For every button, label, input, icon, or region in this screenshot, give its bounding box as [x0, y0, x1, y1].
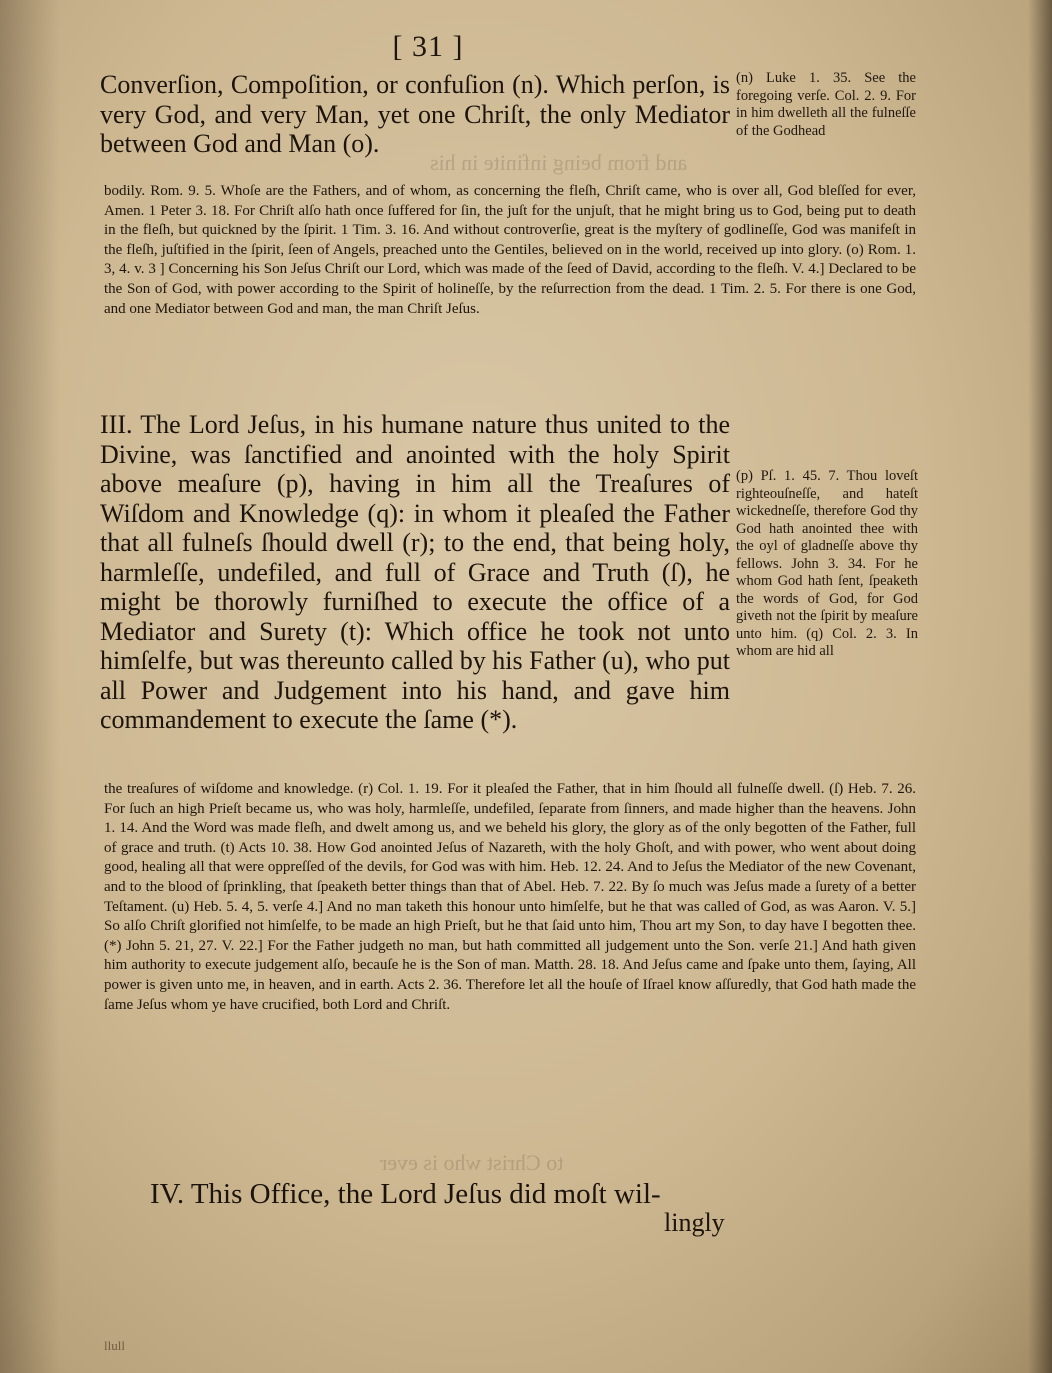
binding-shadow	[0, 0, 60, 1373]
catchword: lingly	[664, 1208, 725, 1237]
section-heading-line: IV. This Office, the Lord Jeſus did moſt wil-	[150, 1178, 661, 1210]
main-text-paragraph: III. The Lord Jeſus, in his humane nature thus united to the Divine, was ſanctified and anointed with the holy Spirit above meaſure (p), having in him all the Treaſures of Wiſdom and Knowledge (q): in whom it pleaſed the Father that all fulneſs ſhould dwell (r); to the end, that being holy, harmleſſe, undefiled, and full of Grace and Truth (ſ), he might be thorowly furniſhed to execute the office of a Mediator and Surety (t): Which office he took not unto himſelfe, but was thereunto called by his Father (u), who put all Power and Judgement into his hand, and gave him commandement to execute the ſame (*).	[100, 410, 730, 734]
footnote-block: the treaſures of wiſdome and knowledge. (r) Col. 1. 19. For it pleaſed the Father, that in him ſhould all fulneſſe dwell. (ſ) Heb. 7. 26. For ſuch an high Prieſt became us, who was holy, harmleſſe, undefiled, ſeparate from ſinners, and made higher than the heavens. John 1. 14. And the Word was made fleſh, and dwelt among us, and we beheld his glory, the glory as of the only begotten of the Father, full of grace and truth. (t) Acts 10. 38. How God anointed Jeſus of Nazareth, with the holy Ghoſt, and with power, who went about doing good, healing all that were oppreſſed of the devils, for God was with him. Heb. 12. 24. And to Jeſus the Mediator of the new Covenant, and to the blood of ſprinkling, that ſpeaketh better things than that of Abel. Heb. 7. 22. By ſo much was Jeſus made a ſurety of a better Teſtament. (u) Heb. 5. 4, 5. verſe 4.] And no man taketh this honour unto himſelfe, but he that was called of God, as was Aaron. V. 5.] So alſo Chriſt glorified not himſelfe, to be made an high Prieſt, but he that ſaid unto him, Thou art my Son, to day have I begotten thee. (*) John 5. 21, 27. V. 22.] For the Father judgeth no man, but hath committed all judgement unto the Son. verſe 21.] And hath given him authority to execute judgement alſo, becauſe he is the Son of man. Matth. 28. 18. And Jeſus came and ſpake unto them, ſaying, All power is given unto me, in heaven, and in earth. Acts 2. 36. Therefore let all the houſe of Iſrael know aſſuredly, that God hath made the ſame Jeſus whom ye have crucified, both Lord and Chriſt.	[104, 781, 916, 1013]
bleed-through-text: to Christ who is ever	[380, 1150, 564, 1175]
ink-stamp-mark: llull	[104, 1338, 125, 1353]
margin-note: (p) Pſ. 1. 45. 7. Thou loveſt righteouſneſſe, and hateſt wickedneſſe, therefore God thy God hath anointed thee with the oyl of gladneſſe above thy fellows. John 3. 34. For he whom God hath ſent, ſpeaketh the words of God, for God giveth not the ſpirit by meaſure unto him. (q) Col. 2. 3. In whom are hid all	[736, 468, 918, 659]
bleed-through-text: and from being infinite in his	[430, 150, 688, 175]
page-edge-shadow	[1028, 0, 1052, 1373]
main-text-paragraph: Converſion, Compoſition, or confuſion (n). Which perſon, is very God, and very Man, yet one Chriſt, the only Mediator between God and Man (o).	[100, 70, 730, 158]
footnote-block: bodily. Rom. 9. 5. Whoſe are the Fathers, and of whom, as concerning the fleſh, Chriſt came, who is over all, God bleſſed for ever, Amen. 1 Peter 3. 18. For Chriſt alſo hath once ſuffered for ſin, the juſt for the unjuſt, that he might bring us to God, being put to death in the fleſh, but quickned by the ſpirit. 1 Tim. 3. 16. And without controverſie, great is the myſtery of godlineſſe, God was manifeſt in the fleſh, juſtified in the ſpirit, ſeen of Angels, preached unto the Gentiles, believed on in the world, received up into glory. (o) Rom. 1. 3, 4. v. 3 ] Concerning his Son Jeſus Chriſt our Lord, which was made of the ſeed of David, according to the fleſh. V. 4.] Declared to be the Son of God, with power according to the Spirit of holineſſe, by the reſurrection from the dead. 1 Tim. 2. 5. For there is one God, and one Mediator between God and man, the man Chriſt Jeſus.	[104, 183, 916, 317]
margin-note: (n) Luke 1. 35. See the foregoing verſe. Col. 2. 9. For in him dwelleth all the fulneſſe of the Godhead	[736, 70, 916, 139]
page-number: [ 31 ]	[392, 30, 464, 63]
